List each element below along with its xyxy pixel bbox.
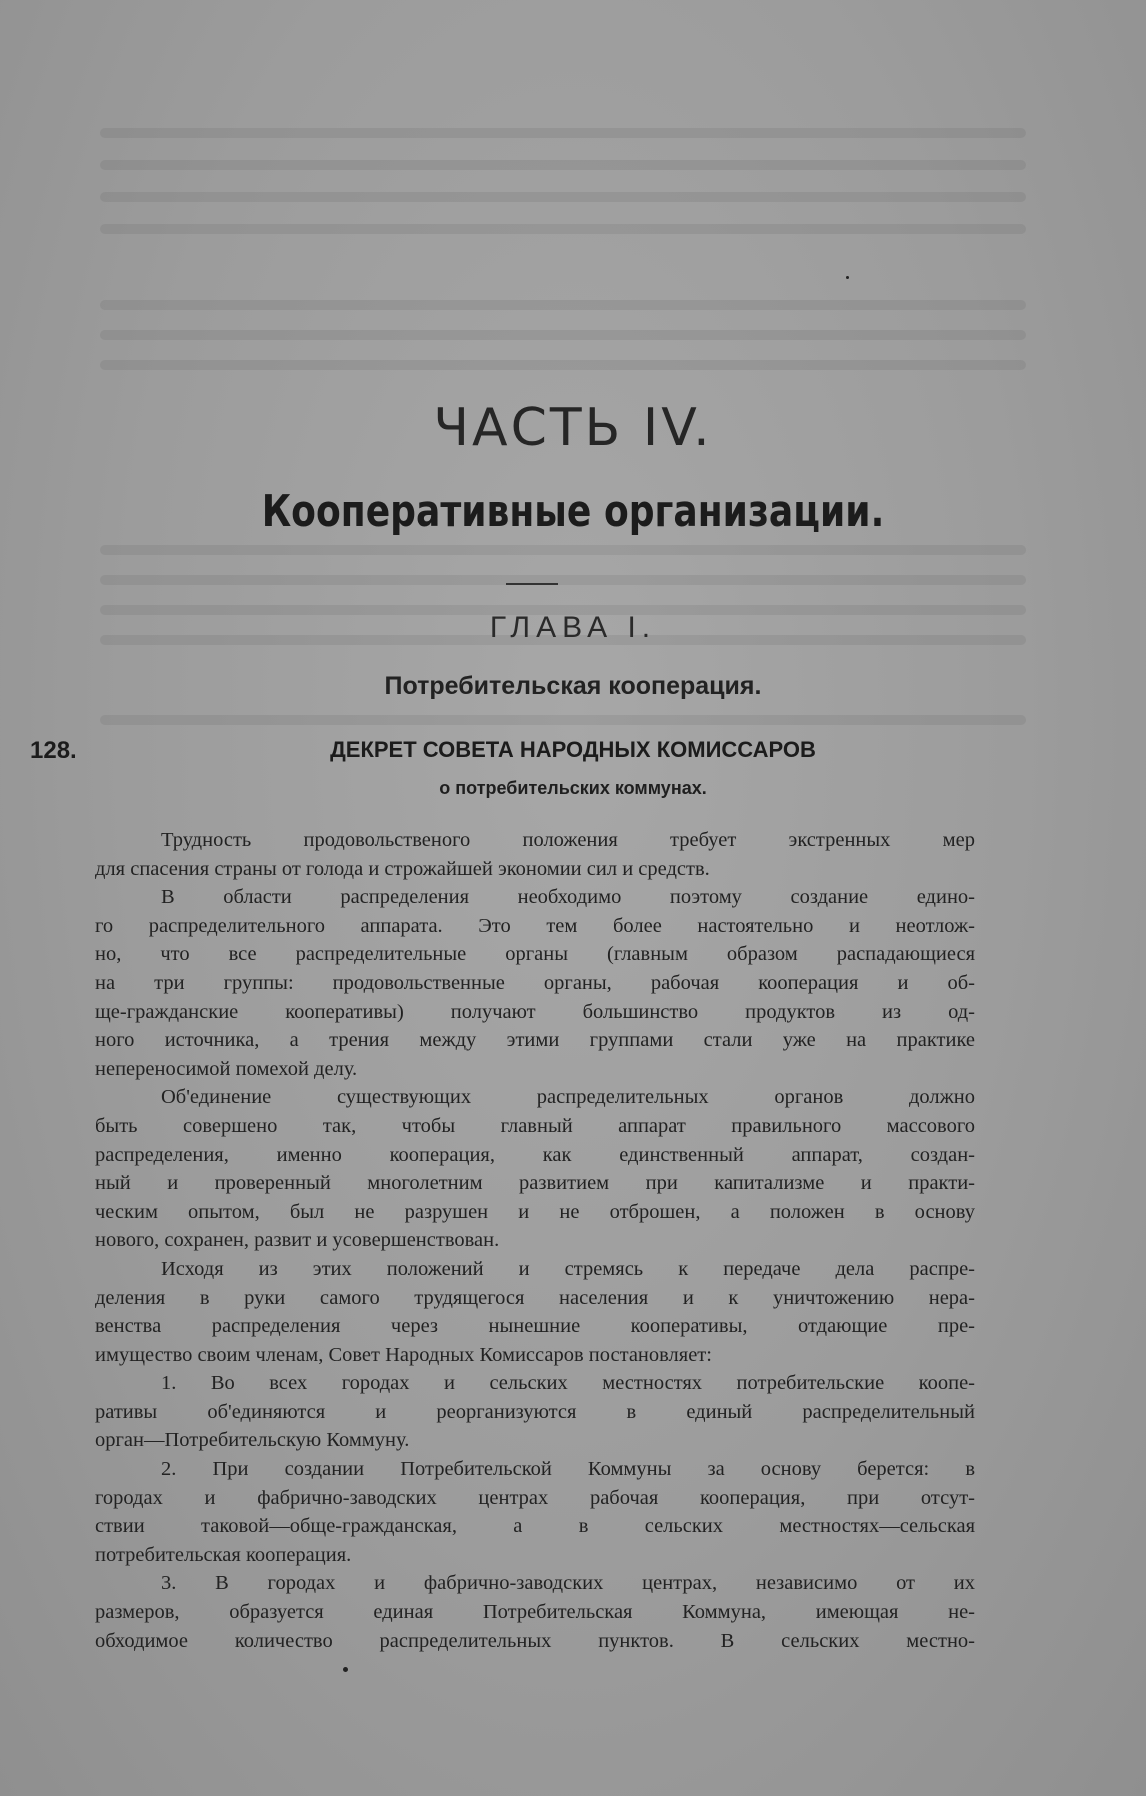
text-line: имущество своим членам, Совет Народных Комиссаров постановляет: — [95, 1343, 712, 1366]
bleed-through-line — [100, 224, 1026, 234]
text-line: го распределительного аппарата. Это тем более настоятельно и неотлож- — [95, 914, 975, 937]
text-line: В области распределения необходимо поэтому создание едино- — [161, 886, 975, 909]
text-line: для спасения страны от голода и строжайшей экономии сил и средств. — [95, 857, 710, 880]
ink-speck — [846, 276, 849, 279]
text-line: орган—Потребительскую Коммуну. — [95, 1429, 410, 1452]
text-line: 2. При создании Потребительской Коммуны за основу берется: в — [161, 1458, 975, 1481]
bleed-through-line — [100, 192, 1026, 202]
text-line: Исходя из этих положений и стремясь к передаче дела распре- — [161, 1257, 975, 1280]
bleed-through-line — [100, 128, 1026, 138]
document-number: 128. — [30, 737, 77, 764]
text-line: на три группы: продовольственные органы, рабочая кооперация и об- — [95, 971, 975, 994]
bleed-through-line — [100, 360, 1026, 370]
text-line: 1. Во всех городах и сельских местностях потребительские коопе- — [161, 1372, 975, 1395]
chapter-title: ГЛАВА I. — [489, 611, 657, 644]
decree-subtitle: о потребительских коммунах. — [439, 778, 707, 798]
text-line: потребительская кооперация. — [95, 1543, 352, 1566]
chapter-subtitle: Потребительская кооперация. — [384, 672, 762, 700]
text-line: Трудность продовольственого положения требует экстренных мер — [161, 829, 975, 851]
bleed-through-line — [100, 160, 1026, 170]
text-line: ного источника, а трения между этими группами стали уже на практике — [95, 1029, 975, 1052]
part-title: ЧАСТЬ IV. — [433, 398, 713, 458]
text-line: ный и проверенный многолетним развитием при капитализме и практи- — [95, 1172, 975, 1195]
text-line: ческим опытом, был не разрушен и не отброшен, а положен в основу — [95, 1200, 975, 1223]
text-line: распределения, именно кооперация, как единственный аппарат, создан- — [95, 1143, 975, 1166]
text-line: нового, сохранен, развит и усовершенствован. — [95, 1229, 500, 1252]
text-line: деления в руки самого трудящегося населения и к уничтожению нера- — [95, 1286, 975, 1309]
text-line: городах и фабрично-заводских центрах рабочая кооперация, при отсут- — [95, 1486, 975, 1509]
bleed-through-line — [100, 575, 1026, 585]
bleed-through-line — [100, 300, 1026, 310]
section-title: Кооперативные организации. — [261, 486, 885, 537]
ink-speck — [343, 1667, 348, 1672]
text-line: обходимое количество распределительных пунктов. В сельских местно- — [95, 1629, 975, 1652]
bleed-through-line — [100, 715, 1026, 725]
text-line: ще-гражданские кооперативы) получают большинство продуктов из од- — [95, 1000, 975, 1023]
text-line: ствии таковой—обще-гражданская, а в сельских местностях—сельская — [95, 1515, 975, 1538]
text-line: но, что все распределительные органы (главным образом распадающиеся — [95, 943, 975, 966]
text-line: размеров, образуется единая Потребительская Коммуна, имеющая не- — [95, 1601, 975, 1624]
text-line: ративы об'единяются и реорганизуются в единый распределительный — [95, 1400, 975, 1423]
bleed-through-line — [100, 330, 1026, 340]
text-line: венства распределения через нынешние кооперативы, отдающие пре- — [95, 1315, 975, 1338]
text-line: 3. В городах и фабрично-заводских центрах, независимо от их — [161, 1572, 975, 1595]
bleed-through-line — [100, 545, 1026, 555]
text-line: быть совершено так, чтобы главный аппарат правильного массового — [95, 1114, 975, 1137]
body-text — [95, 826, 975, 1655]
divider-rule — [506, 583, 558, 585]
text-line: непереносимой помехой делу. — [95, 1057, 358, 1080]
decree-title: ДЕКРЕТ СОВЕТА НАРОДНЫХ КОМИССАРОВ — [330, 737, 816, 762]
text-line: Об'единение существующих распределительных органов должно — [161, 1086, 975, 1109]
